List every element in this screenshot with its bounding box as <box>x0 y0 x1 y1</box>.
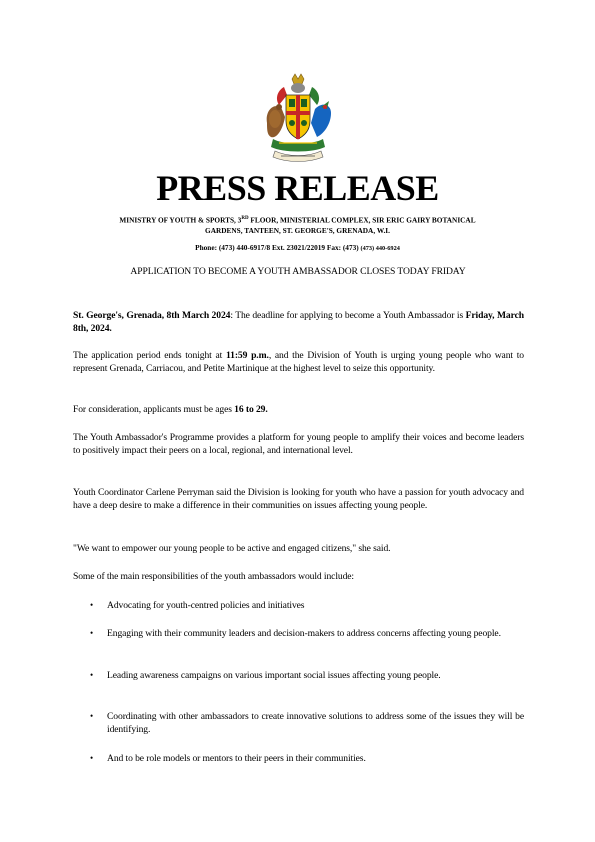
paragraph-application-period <box>73 349 524 375</box>
ministry-line1-post: FLOOR, MINISTERIAL COMPLEX, SIR ERIC GAIRY BOTANICAL <box>248 215 476 225</box>
bullet-icon: • <box>90 753 94 763</box>
list-item-text: Engaging with their community leaders and decision-makers to address concerns affecting young people. <box>107 628 501 639</box>
list-item-text: Coordinating with other ambassadors to create innovative solutions to address some of the issues they will be identifying. <box>107 711 524 735</box>
list-item-text: Leading awareness campaigns on various important social issues affecting young people. <box>107 670 441 681</box>
paragraph-responsibilities: Some of the main responsibilities of the youth ambassadors would include: <box>73 571 355 582</box>
list-item <box>90 627 524 640</box>
grenada-coat-of-arms-icon <box>259 73 337 163</box>
phone-main: Phone: (473) 440-6917/8 Ext. 23021/22019 Fax: (473) <box>195 243 361 252</box>
list-item-text: Advocating for youth-centred policies and initiatives <box>107 600 305 611</box>
p3-ages: 16 to 29. <box>234 404 268 415</box>
list-item <box>90 599 524 612</box>
bullet-icon: • <box>90 670 94 680</box>
p2-post: , and the Division of Youth is urging young people who want to represent Grenada, Carriacou, and Petite Martinique at the highest level to seize this opportunity. <box>73 350 524 374</box>
bullet-icon: • <box>90 711 94 721</box>
list-item <box>90 752 524 765</box>
dateline: St. George's, Grenada, 8th March 2024 <box>73 310 231 321</box>
bullet-icon: • <box>90 628 94 638</box>
bullet-icon: • <box>90 600 94 610</box>
contact-line <box>70 243 525 254</box>
deadline: Friday, March 8th, 2024. <box>73 310 524 334</box>
paragraph-quote: "We want to empower our young people to be active and engaged citizens," she said. <box>73 543 391 554</box>
p3-pre: For consideration, applicants must be ages <box>73 404 235 415</box>
p1-text: : The deadline for applying to become a Youth Ambassador is <box>230 310 466 321</box>
p2-time: 11:59 p.m. <box>225 350 269 361</box>
headline: APPLICATION TO BECOME A YOUTH AMBASSADOR CLOSES TODAY FRIDAY <box>130 266 466 277</box>
phone-fax: (473) 440-6924 <box>360 245 400 252</box>
paragraph-ages <box>73 403 524 416</box>
list-item <box>90 669 524 682</box>
ministry-address <box>70 213 525 236</box>
page-title: PRESS RELEASE <box>156 168 439 208</box>
list-item-text: And to be role models or mentors to their peers in their communities. <box>107 753 366 764</box>
paragraph-dateline <box>73 309 524 335</box>
ministry-line1-pre: MINISTRY OF YOUTH & SPORTS, 3 <box>119 215 242 225</box>
ministry-line1-sup: RD <box>241 216 249 221</box>
p2-pre: The application period ends tonight at <box>73 350 226 361</box>
list-item <box>90 710 524 736</box>
ministry-line2: GARDENS, TANTEEN, ST. GEORGE'S, GRENADA, W.I. <box>205 226 390 236</box>
paragraph-programme: The Youth Ambassador's Programme provides a platform for young people to amplify their voices and become leaders to positively impact their peers on a local, regional, and international level. <box>73 432 524 456</box>
paragraph-coordinator: Youth Coordinator Carlene Perryman said the Division is looking for youth who have a passion for youth advocacy and have a deep desire to make a difference in their communities on issues affecting young people. <box>73 487 524 511</box>
